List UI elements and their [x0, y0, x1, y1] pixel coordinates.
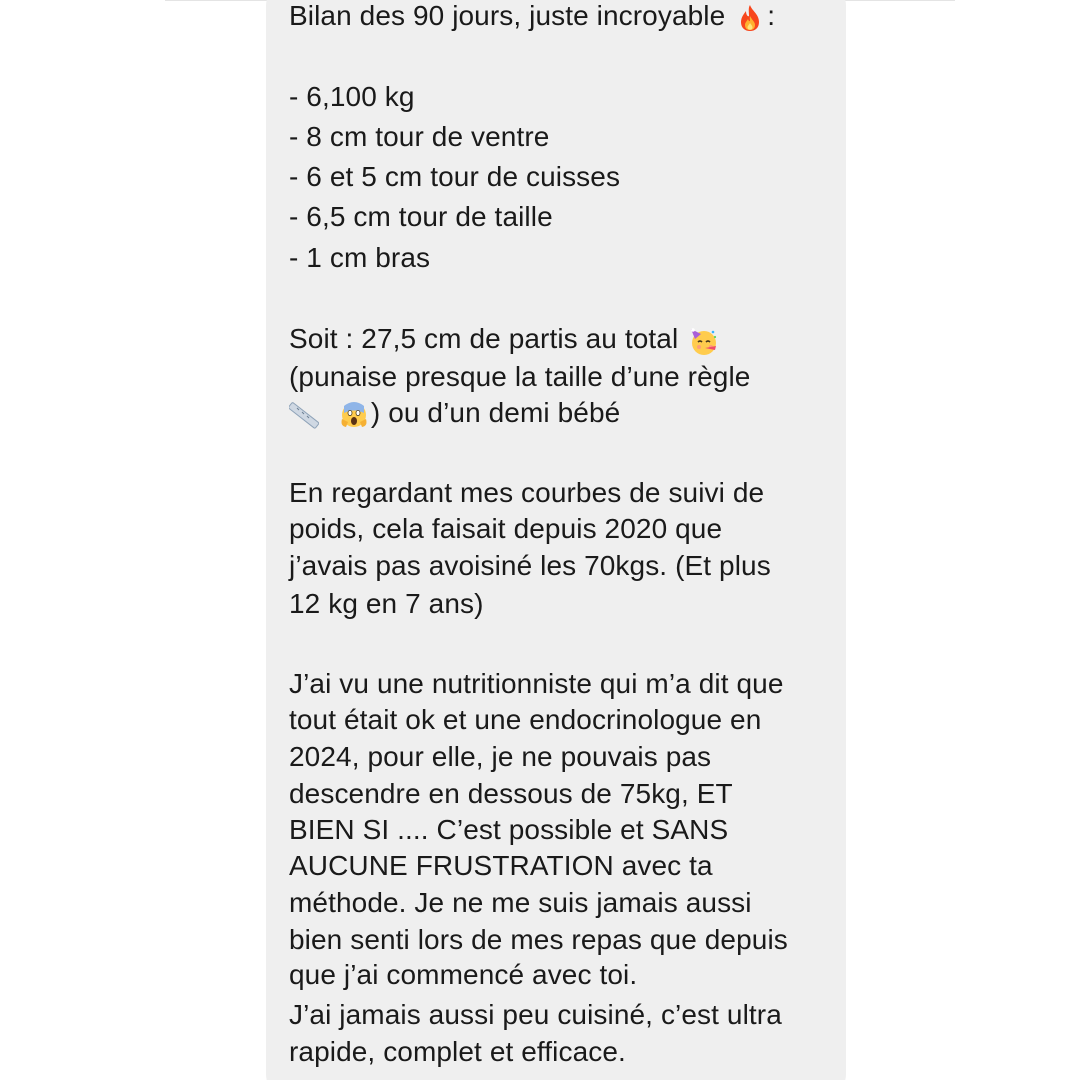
fire-emoji-icon	[735, 3, 765, 33]
total-line-1	[289, 319, 720, 359]
paragraph-3-line: J’ai vu une nutritionniste qui m’a dit que	[289, 668, 784, 699]
list-item: - 1 cm bras	[289, 242, 431, 273]
screaming-face-emoji-icon	[339, 400, 369, 430]
paragraph-3-line: BIEN SI .... C’est possible et SANS	[289, 814, 729, 845]
total-line-3	[289, 393, 620, 433]
paragraph-3-line: tout était ok et une endocrinologue en	[289, 704, 762, 735]
total-text: Soit : 27,5 cm de partis au total	[289, 323, 679, 354]
paragraph-2-line: En regardant mes courbes de suivi de	[289, 477, 765, 508]
paragraph-2-line: poids, cela faisait depuis 2020 que	[289, 513, 723, 544]
paragraph-2-line: 12 kg en 7 ans)	[289, 588, 484, 619]
paragraph-2-line: j’avais pas avoisiné les 70kgs. (Et plus	[289, 550, 771, 581]
list-item: - 6 et 5 cm tour de cuisses	[289, 161, 621, 192]
intro-text: Bilan des 90 jours, juste incroyable	[289, 0, 726, 31]
list-item: - 8 cm tour de ventre	[289, 121, 550, 152]
total-line-2: (punaise presque la taille d’une règle	[289, 361, 751, 392]
list-item: - 6,100 kg	[289, 81, 415, 112]
paragraph-3-line: AUCUNE FRUSTRATION avec ta	[289, 850, 713, 881]
party-face-emoji-icon	[688, 326, 718, 356]
paragraph-3-line: descendre en dessous de 75kg, ET	[289, 778, 733, 809]
intro-suffix: :	[767, 0, 776, 31]
paragraph-3-line: méthode. Je ne me suis jamais aussi	[289, 887, 752, 918]
paragraph-3-line: 2024, pour elle, je ne pouvais pas	[289, 741, 712, 772]
paragraph-4-line: J’ai jamais aussi peu cuisiné, c’est ultra	[289, 999, 782, 1030]
total-line-3-text: ) ou d’un demi bébé	[370, 397, 621, 428]
paragraph-3-line: bien senti lors de mes repas que depuis	[289, 924, 788, 955]
paragraph-4-line: rapide, complet et efficace.	[289, 1036, 626, 1067]
paragraph-3-line: que j’ai commencé avec toi.	[289, 959, 638, 990]
message-intro-line	[289, 0, 775, 36]
list-item: - 6,5 cm tour de taille	[289, 201, 553, 232]
ruler-emoji-icon	[289, 400, 319, 430]
